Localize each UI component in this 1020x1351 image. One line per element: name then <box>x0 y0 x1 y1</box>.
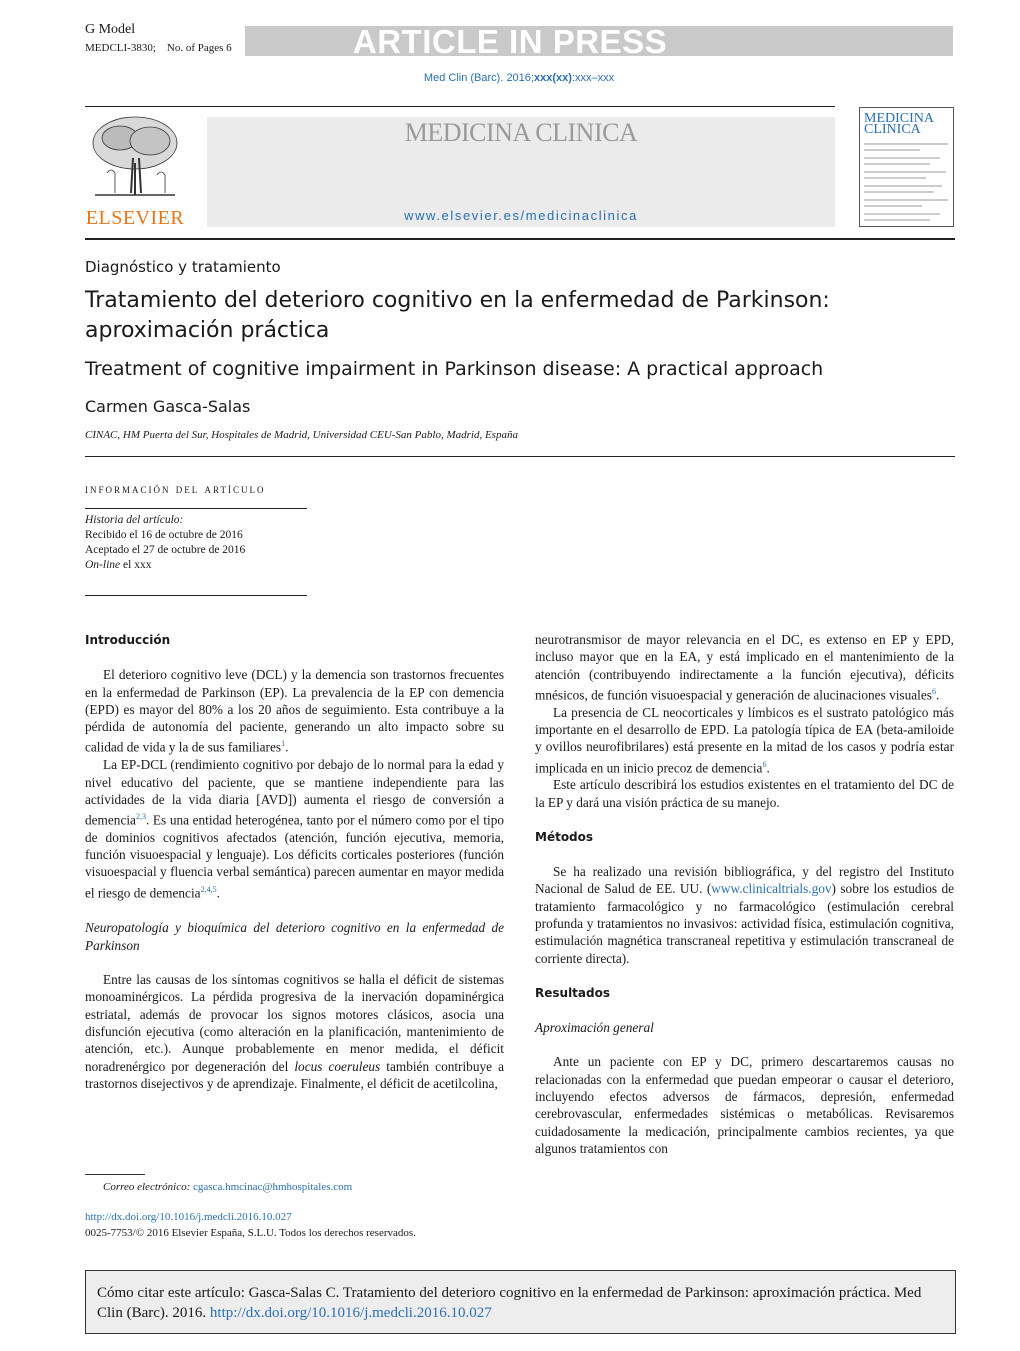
neuropathology-paragraph <box>85 971 504 1092</box>
how-to-cite-box <box>85 1270 956 1334</box>
article-info-heading: información del artículo <box>85 481 266 496</box>
copyright-line: 0025-7753/© 2016 Elsevier España, S.L.U. Todos los derechos reservados. <box>85 1227 416 1239</box>
online-date <box>85 558 245 573</box>
intro-paragraph-1 <box>85 666 504 756</box>
online-value: el xxx <box>120 559 152 571</box>
article-section: Diagnóstico y tratamiento <box>85 258 281 276</box>
neuro-p-italic: locus coeruleus <box>294 1058 381 1074</box>
left-column <box>85 632 504 1092</box>
right-paragraph-1 <box>535 631 954 704</box>
journal-citation-line <box>0 72 1020 84</box>
accepted-date: Aceptado el 27 de octubre de 2016 <box>85 544 246 556</box>
g-model-label: G Model <box>85 22 136 37</box>
citeline-bold: xxx(xx) <box>533 72 572 84</box>
clinicaltrials-link[interactable]: www.clinicaltrials.gov <box>711 881 832 897</box>
intro-p1-end: . <box>285 739 289 755</box>
heading-rule <box>85 456 955 457</box>
journal-cover-thumbnail <box>859 107 954 227</box>
ref-2-3[interactable]: 2,3 <box>135 812 146 822</box>
cite-doi-link[interactable]: http://dx.doi.org/10.1016/j.medcli.2016.10.027 <box>209 1305 492 1321</box>
journal-title: MEDICINA CLINICA <box>404 118 638 147</box>
header-rule-bottom <box>85 238 955 240</box>
neuro-p-text-a: Entre las causas de los síntomas cognitivos se halla el déficit de sistemas monoaminérgicos. La pérdida progresiva de la inervación dopaminérgica estriatal, además de provocar los signos motores clásicos, asocia una disfunción ejecutiva (como alteración en la planificación, mantenimiento de atención, etc.). Aunque probablemente en menor medida, el déficit noradrenérgico por degeneración del <box>85 972 504 1074</box>
manuscript-id: MEDCLI-3830; No. of Pages 6 <box>85 42 232 54</box>
ref-2-4-5[interactable]: 2,4,5 <box>200 884 217 894</box>
received-date: Recibido el 16 de octubre de 2016 <box>85 529 243 541</box>
right-p2-text: La presencia de CL neocorticales y límbicos es el sustrato patológico más importante en el desarrollo de EPD. La patología típica de EA (beta-amiloide y ovillos neurofibrilares) está presente en la mitad de los casos y podría estar implicada en un inicio precoz de demencia <box>535 704 954 775</box>
info-rule-top <box>85 508 307 509</box>
intro-p2-text-b: . Es una entidad heterogénea, tanto por el número como por el tipo de dominios cognitivos afectados (atención, función ejecutiva, memoria, función visuoespacial y lenguaje). Los déficits corticales posteriores (función visuoespacial y fluencia verbal semántica) parecen aumentar en mayor medida el riesgo de demencia <box>85 812 504 901</box>
doi-link[interactable]: http://dx.doi.org/10.1016/j.medcli.2016.10.027 <box>85 1211 292 1223</box>
info-rule-bottom <box>85 595 307 596</box>
elsevier-wordmark: ELSEVIER <box>85 207 185 229</box>
author-name: Carmen Gasca-Salas <box>85 397 251 416</box>
email-label: Correo electrónico: <box>103 1181 191 1193</box>
citeline-suffix: :xxx–xxx <box>571 72 615 84</box>
article-in-press-label: ARTICLE IN PRESS <box>352 23 668 60</box>
journal-url-link[interactable]: www.elsevier.es/medicinaclinica <box>404 208 638 223</box>
header-rule-top <box>85 106 835 107</box>
right-column <box>535 631 954 1157</box>
cite-text: Cómo citar este artículo: Gasca-Salas C. Tratamiento del deterioro cognitivo en la enfermedad de Parkinson: aproximación práctica. Med Clin (Barc). 2016. <box>97 1285 922 1321</box>
cover-lines-graphic <box>860 140 953 226</box>
neuro-p-text-b: también contribuye a trastornos disejectivos y de aprendizaje. Finalmente, el déficit de acetilcolina, <box>85 1058 504 1091</box>
intro-p2-text-a: La EP-DCL (rendimiento cognitivo por debajo de lo normal para la edad y nivel educativo del paciente, que se mantiene independiente para las actividades de la vida diaria [AVD]) aumenta el riesgo de conversión a demencia <box>85 757 504 828</box>
article-history <box>85 513 245 573</box>
ref-6a[interactable]: 6 <box>931 686 936 696</box>
right-paragraph-2 <box>535 704 954 777</box>
results-paragraph: Ante un paciente con EP y DC, primero descartaremos causas no relacionadas con la enfermedad que puedan empeorar o causar el deterioro, incluyendo efectos adversos de fármacos, depresión, enfermedad cerebrovascular, enfermedades sistémicas o metabólicas. Revisaremos cuidadosamente la medicación, principalmente cambios recientes, ya que algunos tratamientos con <box>535 1054 954 1156</box>
intro-p2-end: . <box>216 885 220 901</box>
citeline-prefix: Med Clin (Barc). 2016; <box>423 72 534 84</box>
online-label: On-line <box>85 559 121 571</box>
ref-1[interactable]: 1 <box>281 739 286 749</box>
methods-heading: Métodos <box>535 829 594 844</box>
intro-heading: Introducción <box>85 633 171 647</box>
methods-paragraph <box>535 863 954 967</box>
article-title-en: Treatment of cognitive impairment in Parkinson disease: A practical approach <box>85 358 824 380</box>
right-p1-text: neurotransmisor de mayor relevancia en el DC, es extenso en EP y EPD, incluso mayor que en la EA, y está implicado en el mantenimiento de la atención (contribuyendo indirectamente a la función ejecutiva), déficits mnésicos, de función visuoespacial y generación de alucinaciones visuales <box>535 632 954 703</box>
ref-6b[interactable]: 6 <box>762 759 767 769</box>
article-title-es: Tratamiento del deterioro cognitivo en la enfermedad de Parkinson: aproximación práctica <box>85 288 830 343</box>
intro-p1-text: El deterioro cognitivo leve (DCL) y la demencia son trastornos frecuentes en la enfermedad de Parkinson (EP). La prevalencia de la EP con demencia (EPD) es mayor del 80% a los 20 años de seguimiento. Esta contribuye a la pérdida de autonomía del paciente, generando un alto impacto sobre su calidad de vida y la de sus familiares <box>85 667 504 755</box>
right-p1-end: . <box>935 687 940 703</box>
author-email-link[interactable]: cgasca.hmcinac@hmhospitales.com <box>193 1181 353 1193</box>
footnote-rule <box>85 1174 145 1175</box>
general-approach-subheading: Aproximación general <box>535 1020 654 1036</box>
intro-paragraph-2 <box>85 756 504 901</box>
cover-title-2: CLINICA <box>864 122 921 137</box>
methods-text-b: ) sobre los estudios de tratamiento farmacológico y no farmacológico (estimulación cerebral profunda y tratamientos no invasivos: actividad física, estimulación cognitiva, estimulación magnética transcraneal repetitiva y estimulación transcraneal de corriente directa). <box>535 881 955 966</box>
right-p2-end: . <box>766 759 770 775</box>
author-affiliation: CINAC, HM Puerta del Sur, Hospitales de Madrid, Universidad CEU-San Pablo, Madrid, España <box>85 429 518 441</box>
results-heading: Resultados <box>535 985 610 1000</box>
history-label: Historia del artículo: <box>85 514 184 526</box>
methods-text-a: Se ha realizado una revisión bibliográfica, y del registro del Instituto Nacional de Salud de EE. UU. ( <box>535 864 954 897</box>
email-footnote <box>103 1181 352 1193</box>
cover-title-1: MEDICINA <box>864 111 934 126</box>
neuropathology-subheading: Neuropatología y bioquímica del deterioro cognitivo en la enfermedad de Parkinson <box>85 920 504 953</box>
right-paragraph-3: Este artículo describirá los estudios existentes en el tratamiento del DC de la EP y dará una visión práctica de su manejo. <box>535 777 954 810</box>
